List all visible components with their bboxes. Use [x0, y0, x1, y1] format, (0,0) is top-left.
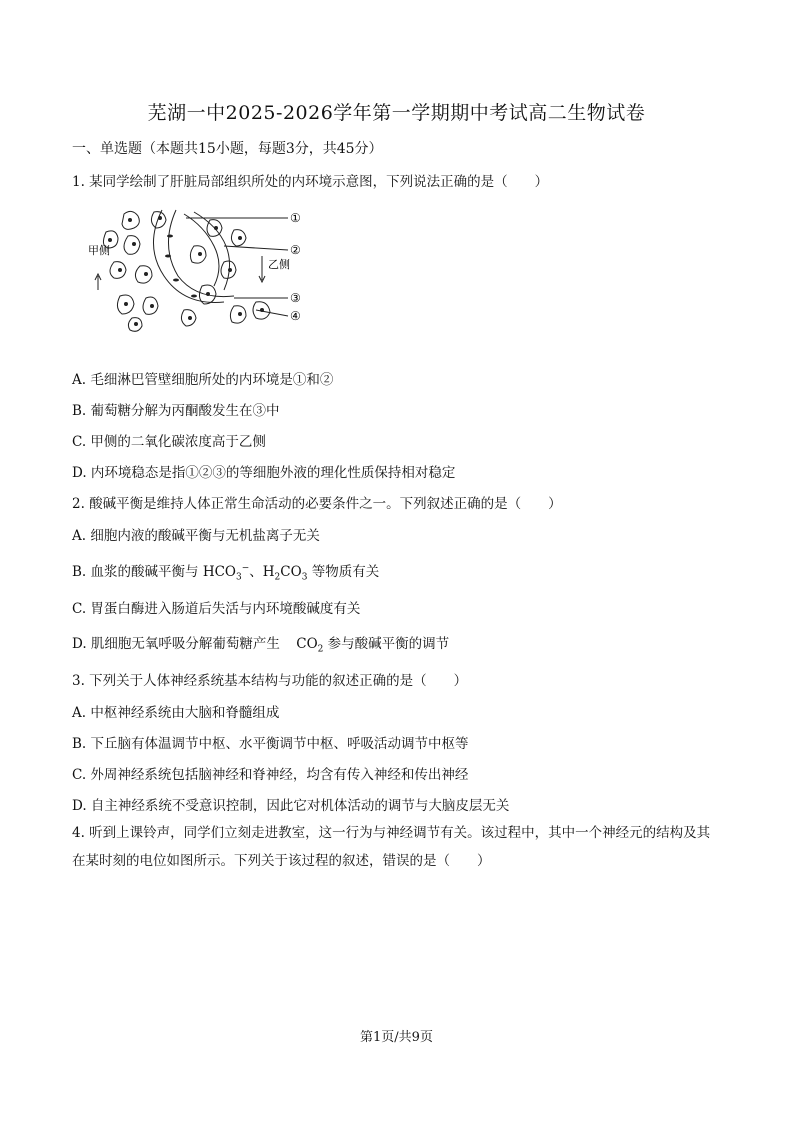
q1-option-b: B. 葡萄糖分解为丙酮酸发生在③中 [72, 403, 280, 419]
q2-option-b: B. 血浆的酸碱平衡与 $HCO_3^-$、$H_2CO_3$ 等物质有关 [72, 563, 380, 583]
q3-option-a: A. 中枢神经系统由大脑和脊髓组成 [72, 705, 280, 721]
marker-3: ③ [290, 291, 301, 305]
co2-formula: $CO_2$ [296, 636, 324, 655]
carbonic-acid-formula: $H_2CO_3$ [262, 564, 308, 583]
marker-1: ① [290, 211, 301, 225]
q3-option-c: C. 外周神经系统包括脑神经和脊神经，均含有传入神经和传出神经 [72, 767, 469, 783]
q4-stem: 4. 听到上课铃声，同学们立刻走进教室，这一行为与神经调节有关。该过程中，其中一个神经元的结构及其在某时刻的电位如图所示。下列关于该过程的叙述，错误的是（ ） [72, 825, 711, 869]
right-side-label: 乙侧 [268, 258, 290, 271]
lymph-vessel [184, 214, 219, 286]
q1-option-d: D. 内环境稳态是指①②③的等细胞外液的理化性质保持相对稳定 [72, 465, 456, 481]
q2-option-d: D. 肌细胞无氧呼吸分解葡萄糖产生 $CO_2$ 参与酸碱平衡的调节 [72, 636, 450, 655]
q1-stem: 1. 某同学绘制了肝脏局部组织所处的内环境示意图，下列说法正确的是（ ） [72, 174, 549, 190]
q1-option-c: C. 甲侧的二氧化碳浓度高于乙侧 [72, 434, 266, 450]
q3-stem: 3. 下列关于人体神经系统基本结构与功能的叙述正确的是（ ） [72, 673, 468, 689]
q3-option-b: B. 下丘脑有体温调节中枢、水平衡调节中枢、呼吸活动调节中枢等 [72, 736, 469, 752]
bicarbonate-formula: $HCO_3^-$ [202, 563, 250, 583]
tissue-diagram [84, 206, 314, 338]
cell [124, 236, 140, 255]
page-title: 芜湖一中2025-2026学年第一学期期中考试高二生物试卷 [147, 102, 646, 124]
marker-2: ② [290, 243, 301, 257]
left-side-label: 甲侧 [88, 244, 110, 257]
q3-option-d: D. 自主神经系统不受意识控制，因此它对机体活动的调节与大脑皮层无关 [72, 798, 510, 814]
cell [135, 266, 152, 283]
marker-4: ④ [290, 309, 301, 323]
q2-option-c: C. 胃蛋白酶进入肠道后失活与内环境酸碱度有关 [72, 601, 361, 617]
page-number: 第1页/共9页 [360, 1030, 433, 1045]
q1-option-a: A. 毛细淋巴管壁细胞所处的内环境是①和② [72, 372, 334, 388]
section-heading: 一、单选题（本题共15小题，每题3分，共45分） [72, 141, 383, 157]
q2-stem: 2. 酸碱平衡是维持人体正常生命活动的必要条件之一。下列叙述正确的是（ ） [72, 496, 562, 512]
q2-option-a: A. 细胞内液的酸碱平衡与无机盐离子无关 [72, 528, 320, 544]
cell [151, 212, 166, 228]
